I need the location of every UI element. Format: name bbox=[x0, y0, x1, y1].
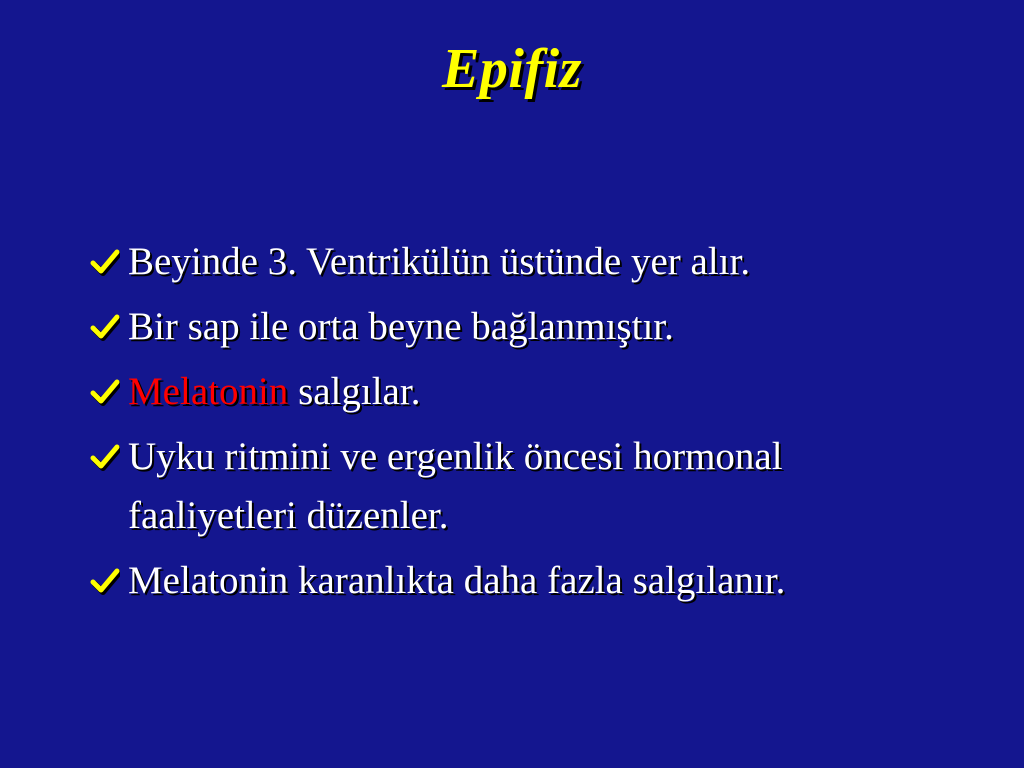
bullet-text-line-2: faaliyetleri düzenler. bbox=[128, 494, 449, 537]
bullet-text: Beyinde 3. Ventrikülün üstünde yer alır. bbox=[128, 240, 751, 283]
checkmark-icon bbox=[90, 232, 124, 291]
bullet-item-2 bbox=[90, 297, 950, 356]
bullet-item-5 bbox=[90, 551, 950, 610]
slide-title: Epifiz bbox=[442, 38, 582, 100]
bullet-list bbox=[90, 232, 950, 616]
bullet-item-3 bbox=[90, 362, 950, 421]
bullet-text-line-1: Uyku ritmini ve ergenlik öncesi hormonal bbox=[128, 435, 783, 478]
checkmark-icon bbox=[90, 362, 124, 421]
bullet-text: Melatonin karanlıkta daha fazla salgılanır. bbox=[128, 559, 786, 602]
bullet-item-1 bbox=[90, 232, 950, 291]
bullet-text: Bir sap ile orta beyne bağlanmıştır. bbox=[128, 305, 674, 348]
checkmark-icon bbox=[90, 427, 124, 486]
checkmark-icon bbox=[90, 297, 124, 356]
bullet-text: salgılar. bbox=[288, 370, 421, 413]
bullet-item-4 bbox=[90, 427, 950, 545]
checkmark-icon bbox=[90, 551, 124, 610]
highlighted-term: Melatonin bbox=[128, 370, 289, 413]
